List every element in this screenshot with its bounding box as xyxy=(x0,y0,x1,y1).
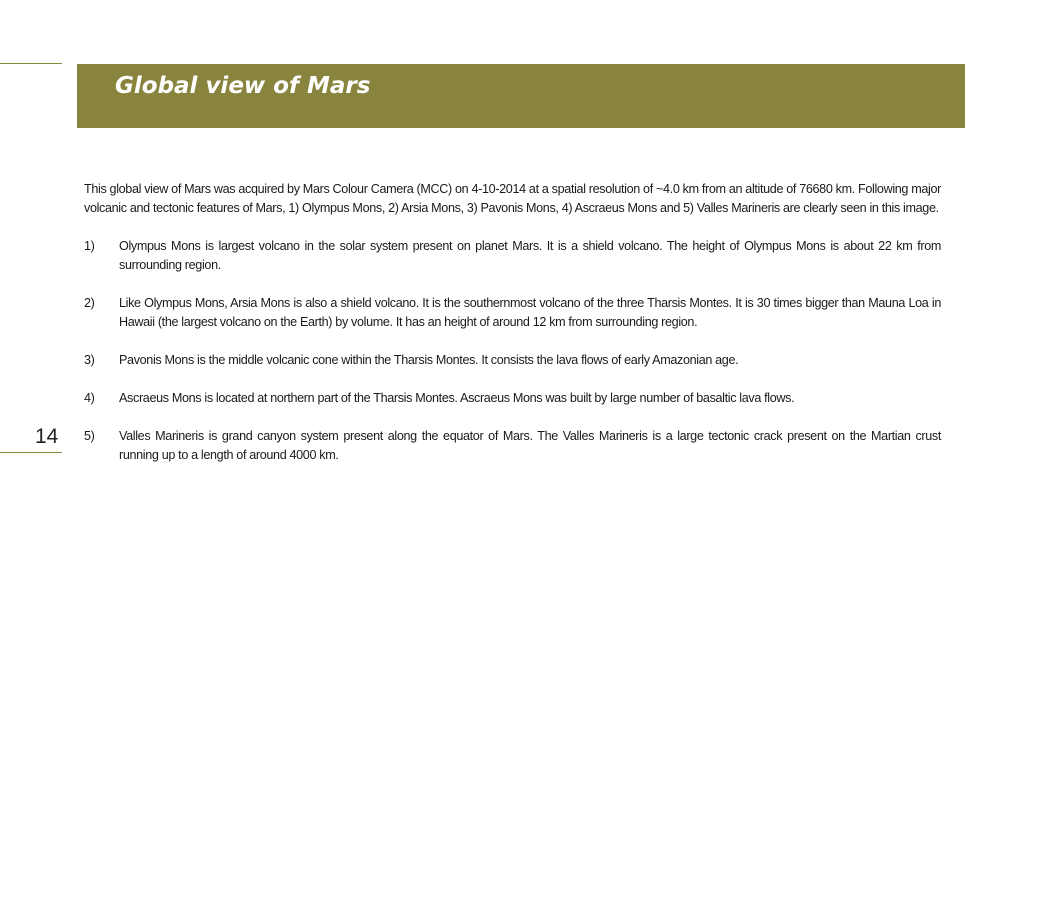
list-item-text: Olympus Mons is largest volcano in the solar system present on planet Mars. It is a shield volcano. The height of Olympus Mons is about 22 km from surrounding region. xyxy=(119,239,941,272)
list-item-number: 1) xyxy=(84,239,95,253)
list-item-number: 2) xyxy=(84,296,95,310)
list-item xyxy=(84,237,941,275)
document-body xyxy=(84,180,941,484)
intro-paragraph: This global view of Mars was acquired by Mars Colour Camera (MCC) on 4-10-2014 at a spatial resolution of ~4.0 km from an altitude of 76680 km. Following major volcanic and tectonic features of Mars, 1) Olympus Mons, 2) Arsia Mons, 3) Pavonis Mons, 4) Ascraeus Mons and 5) Valles Marineris are clearly seen in this image. xyxy=(84,182,941,215)
top-margin-rule xyxy=(0,63,62,64)
list-item-number: 3) xyxy=(84,353,95,367)
list-item xyxy=(84,294,941,332)
list-item-text: Pavonis Mons is the middle volcanic cone within the Tharsis Montes. It consists the lava flows of early Amazonian age. xyxy=(119,353,739,367)
list-item xyxy=(84,389,941,408)
list-item-text: Like Olympus Mons, Arsia Mons is also a shield volcano. It is the southernmost volcano of the three Tharsis Montes. It is 30 times bigger than Mauna Loa in Hawaii (the largest volcano on the Earth) by volume. It has an height of around 12 km from surrounding region. xyxy=(119,296,941,329)
list-item-number: 4) xyxy=(84,391,95,405)
page-number: 14 xyxy=(35,425,59,448)
list-item-text: Valles Marineris is grand canyon system present along the equator of Mars. The Valles Marineris is a large tectonic crack present on the Martian crust running up to a length of around 4000 km. xyxy=(119,429,941,462)
list-item xyxy=(84,427,941,465)
feature-list xyxy=(84,237,941,465)
page-number-rule xyxy=(0,452,62,453)
list-item-text: Ascraeus Mons is located at northern part of the Tharsis Montes. Ascraeus Mons was built by large number of basaltic lava flows. xyxy=(119,391,795,405)
list-item-number: 5) xyxy=(84,429,95,443)
list-item xyxy=(84,351,941,370)
page-title: Global view of Mars xyxy=(115,73,371,99)
title-banner xyxy=(77,64,965,128)
